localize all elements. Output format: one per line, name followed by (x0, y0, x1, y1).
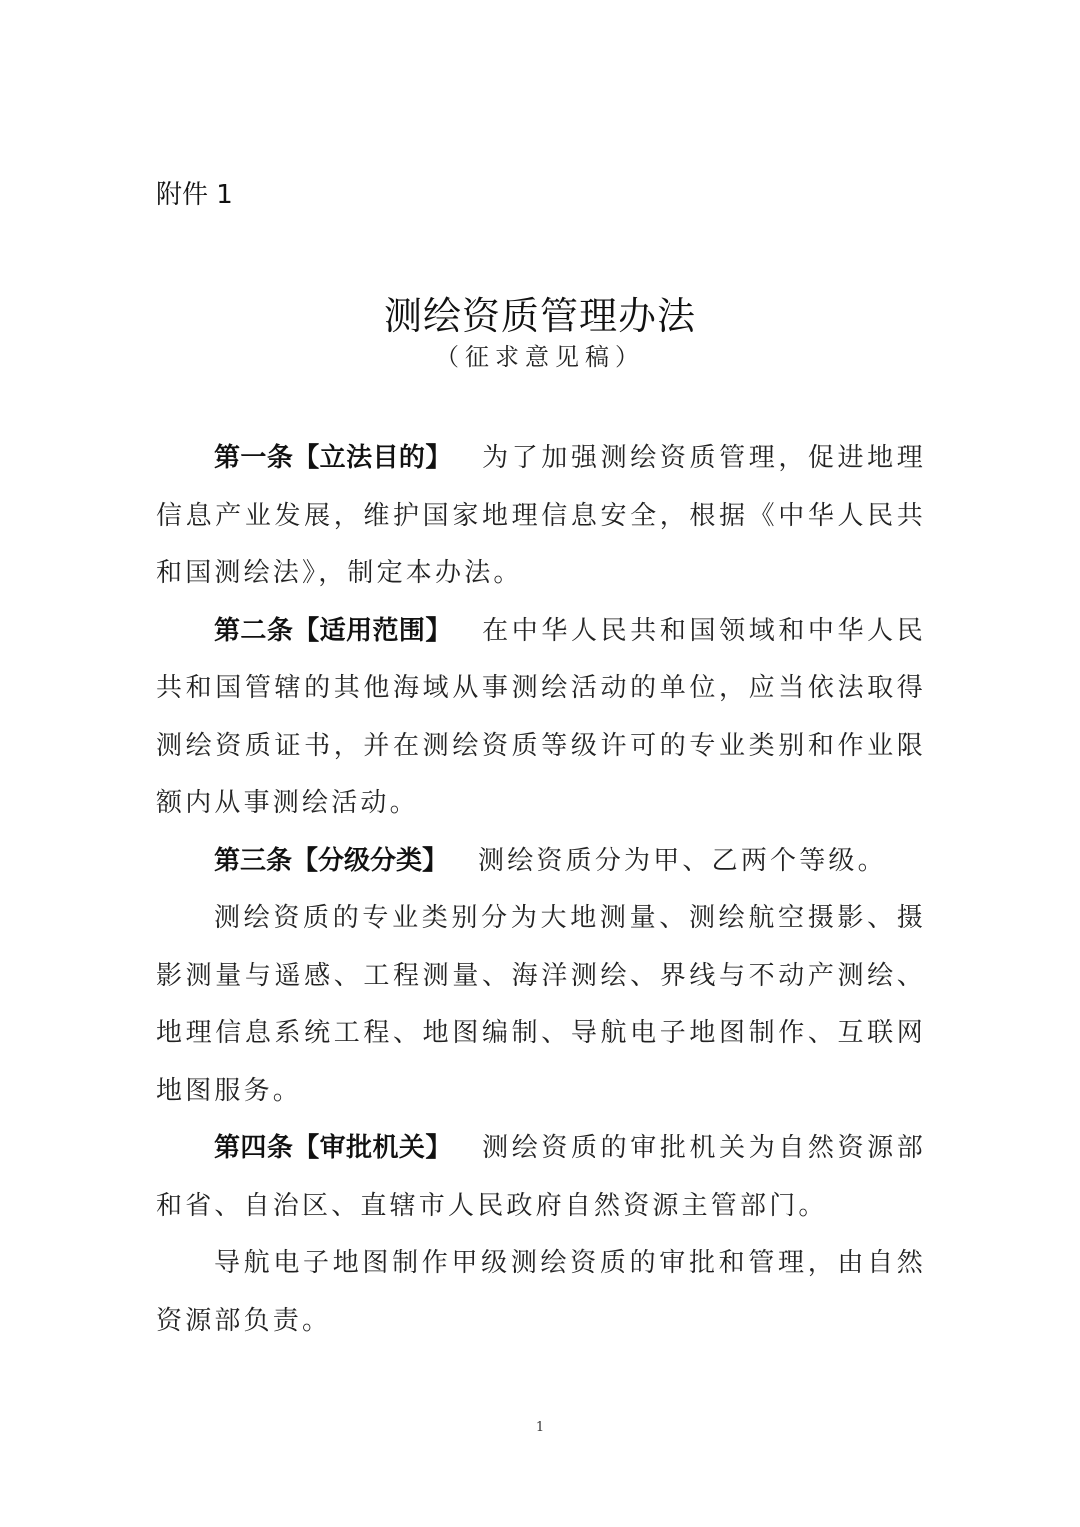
article-text: 测绘资质的审批机关为自然资源部和省、自治区、直辖市人民政府自然资源主管部门。 (156, 1133, 926, 1221)
article-2 (156, 603, 926, 833)
article-heading: 第三条【分级分类】 (214, 845, 449, 876)
paragraph-text: 导航电子地图制作甲级测绘资质的审批和管理，由自然资源部负责。 (156, 1248, 926, 1336)
page-number: 1 (535, 1420, 545, 1435)
article-heading: 第二条【适用范围】 (214, 615, 452, 646)
article-heading: 第一条【立法目的】 (214, 443, 452, 473)
document-title: 测绘资质管理办法 (383, 294, 696, 338)
article-text: 为了加强测绘资质管理，促进地理信息产业发展，维护国家地理信息安全，根据《中华人民共和国测绘法》，制定本办法。 (156, 443, 926, 588)
article-3 (156, 833, 926, 891)
article-1 (156, 430, 926, 603)
article-heading: 第四条【审批机关】 (214, 1133, 452, 1163)
article-4-navigation (156, 1235, 926, 1350)
paragraph-text: 测绘资质的专业类别分为大地测量、测绘航空摄影、摄影测量与遥感、工程测量、海洋测绘、界线与不动产测绘、地理信息系统工程、地图编制、导航电子地图制作、互联网地图服务。 (156, 903, 926, 1106)
article-4 (156, 1120, 926, 1235)
document-subtitle: （征求意见稿） (435, 343, 645, 371)
document-body (156, 430, 926, 1350)
article-text: 在中华人民共和国领域和中华人民共和国管辖的其他海域从事测绘活动的单位，应当依法取得测绘资质证书，并在测绘资质等级许可的专业类别和作业限额内从事测绘活动。 (156, 615, 926, 818)
article-3-categories (156, 890, 926, 1120)
attachment-label: 附件 1 (156, 180, 233, 210)
article-text: 测绘资质分为甲、乙两个等级。 (478, 845, 887, 876)
